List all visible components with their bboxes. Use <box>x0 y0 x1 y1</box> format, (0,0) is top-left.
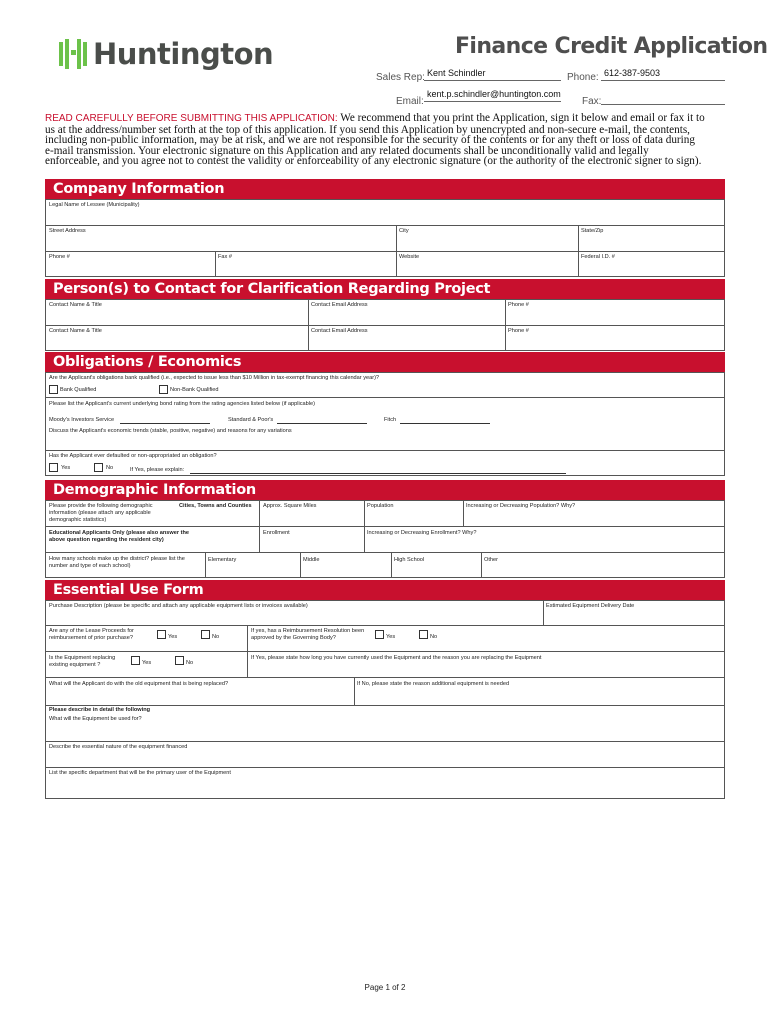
schools-question: How many schools make up the district? please list the number and type of each school) <box>49 556 185 569</box>
prior-purchase-question: Are any of the Lease Proceeds for reimbursement of prior purchase? <box>49 628 134 641</box>
email-field[interactable]: kent.p.schindler@huntington.com <box>424 89 561 102</box>
purchase-description-field[interactable]: Purchase Description (please be specific and attach any applicable equipment lists or invoices available) <box>49 603 308 609</box>
huntington-logo <box>58 36 273 72</box>
page-title: Finance Credit Application <box>455 34 768 59</box>
enrollment-field[interactable]: Enrollment <box>263 530 290 536</box>
company-phone-field[interactable]: Phone # <box>49 254 70 260</box>
phone-label: Phone: <box>567 72 599 83</box>
contact-1-email-field[interactable]: Contact Email Address <box>311 302 368 308</box>
section-company-heading: Company Information <box>45 179 725 199</box>
company-fax-field[interactable]: Fax # <box>218 254 232 260</box>
essential-nature-field[interactable]: Describe the essential nature of the equipment financed <box>49 744 188 750</box>
warning-notice <box>45 113 705 167</box>
section-essential-heading: Essential Use Form <box>45 580 725 600</box>
if-yes-explain-field[interactable] <box>190 473 566 474</box>
prior-purchase-yes-checkbox[interactable] <box>157 630 166 639</box>
additional-equipment-field[interactable]: If No, please state the reason additional equipment is needed <box>357 681 510 687</box>
non-bank-qualified-checkbox[interactable] <box>159 385 168 394</box>
prior-purchase-no-checkbox[interactable] <box>201 630 210 639</box>
default-yes-label: Yes <box>61 465 71 471</box>
prior-purchase-no-label: No <box>212 634 220 640</box>
obligations-box <box>45 372 725 476</box>
page-number: Page 1 of 2 <box>364 983 406 992</box>
sp-label: Standard & Poor's <box>228 417 274 423</box>
email-label: Email: <box>396 96 424 107</box>
phone-field[interactable]: 612-387-9503 <box>601 68 725 81</box>
brand-name: Huntington <box>93 37 274 71</box>
street-address-field[interactable]: Street Address <box>49 228 86 234</box>
legal-name-field[interactable]: Legal Name of Lessee (Municipality) <box>49 202 140 208</box>
resolution-yes-checkbox[interactable] <box>375 630 384 639</box>
federal-id-field[interactable]: Federal I.D. # <box>581 254 615 260</box>
bond-rating-question: Please list the Applicant's current underlying bond rating from the rating agencies listed below (if applicable) <box>49 401 315 407</box>
warning-body: We recommend that you print the Application, sign it below and email or fax it to us at the address/number set forth at the top of this application. If you send this Application by unencrypted and non-secure e-mail, the contents, including non-public information, may be at risk, and we are not responsible for the security of the contents or for any theft or loss of data during e-mail transmission. Your electronic signature on this Application and any related documents shall be unconditionally valid and legally enforceable, and you agree not to contest the validity or enforceability of any electronic signature (or the authority of the electronic signer to sign). <box>45 112 705 167</box>
bank-qualified-checkbox[interactable] <box>49 385 58 394</box>
contact-1-phone-field[interactable]: Phone # <box>508 302 529 308</box>
replacing-yes-checkbox[interactable] <box>131 656 140 665</box>
population-trend-field[interactable]: Increasing or Decreasing Population? Why? <box>466 503 576 509</box>
resolution-question: If yes, has a Reimbursement Resolution been approved by the Governing Body? <box>251 628 365 641</box>
contact-2-name-field[interactable]: Contact Name & Title <box>49 328 102 334</box>
section-demographic-heading: Demographic Information <box>45 480 725 500</box>
sales-rep-label: Sales Rep: <box>376 72 425 83</box>
sales-rep-field[interactable]: Kent Schindler <box>424 68 561 81</box>
high-school-field[interactable]: High School <box>394 557 425 563</box>
equipment-use-field[interactable]: What will the Equipment be used for? <box>49 716 142 722</box>
population-field[interactable]: Population <box>367 503 394 509</box>
elementary-field[interactable]: Elementary <box>208 557 237 563</box>
resolution-yes-label: Yes <box>386 634 396 640</box>
resolution-no-label: No <box>430 634 438 640</box>
section-contacts-heading: Person(s) to Contact for Clarification Regarding Project <box>45 279 725 299</box>
section-obligations-heading: Obligations / Economics <box>45 352 725 372</box>
square-miles-field[interactable]: Approx. Square Miles <box>263 503 317 509</box>
fax-label: Fax: <box>582 96 602 107</box>
delivery-date-field[interactable]: Estimated Equipment Delivery Date <box>546 603 635 609</box>
contact-1-name-field[interactable]: Contact Name & Title <box>49 302 102 308</box>
sp-field[interactable] <box>277 423 367 424</box>
huntington-logo-icon <box>58 36 88 72</box>
default-question: Has the Applicant ever defaulted or non-appropriated an obligation? <box>49 453 217 459</box>
city-field[interactable]: City <box>399 228 409 234</box>
default-no-checkbox[interactable] <box>94 463 103 472</box>
moodys-field[interactable] <box>120 423 210 424</box>
state-zip-field[interactable]: State/Zip <box>581 228 604 234</box>
contact-2-phone-field[interactable]: Phone # <box>508 328 529 334</box>
replacing-detail-field[interactable]: If Yes, please state how long you have currently used the Equipment and the reason you are replacing the Equipment <box>251 655 542 661</box>
if-yes-explain-label: If Yes, please explain: <box>130 467 185 473</box>
enrollment-trend-field[interactable]: Increasing or Decreasing Enrollment? Why? <box>367 530 477 536</box>
middle-field[interactable]: Middle <box>303 557 320 563</box>
fax-field[interactable] <box>601 92 725 105</box>
describe-detail-heading: Please describe in detail the following <box>49 707 151 713</box>
old-equipment-field[interactable]: What will the Applicant do with the old equipment that is being replaced? <box>49 681 229 687</box>
company-box <box>45 199 725 277</box>
cities-field[interactable]: Cities, Towns and Counties <box>179 503 252 509</box>
replacing-no-label: No <box>186 660 194 666</box>
primary-department-field[interactable]: List the specific department that will be the primary user of the Equipment <box>49 770 231 776</box>
replacing-no-checkbox[interactable] <box>175 656 184 665</box>
demographic-instructions: Please provide the following demographic information (please attach any applicable demographic statistics) <box>49 503 153 523</box>
resolution-no-checkbox[interactable] <box>419 630 428 639</box>
replacing-yes-label: Yes <box>142 660 152 666</box>
replacing-question: Is the Equipment replacing existing equipment ? <box>49 655 116 668</box>
prior-purchase-yes-label: Yes <box>168 634 178 640</box>
website-field[interactable]: Website <box>399 254 420 260</box>
other-school-field[interactable]: Other <box>484 557 498 563</box>
educational-applicants-note: Educational Applicants Only (please also answer the above question regarding the resident city) <box>49 530 189 543</box>
bank-qualified-question: Are the Applicant's obligations bank qualified (i.e., expected to issue less than $10 Million in tax-exempt financing this calendar year)? <box>49 375 380 381</box>
non-bank-qualified-label: Non-Bank Qualified <box>170 387 219 393</box>
fitch-field[interactable] <box>400 423 490 424</box>
bank-qualified-label: Bank Qualified <box>60 387 97 393</box>
warning-lead: READ CAREFULLY BEFORE SUBMITTING THIS APPLICATION: <box>45 113 338 124</box>
economic-trends-field[interactable]: Discuss the Applicant's economic trends (stable, positive, negative) and reasons for any variations <box>49 428 292 434</box>
contact-2-email-field[interactable]: Contact Email Address <box>311 328 368 334</box>
default-yes-checkbox[interactable] <box>49 463 58 472</box>
default-no-label: No <box>106 465 114 471</box>
moodys-label: Moody's Investors Service <box>49 417 115 423</box>
fitch-label: Fitch <box>384 417 397 423</box>
